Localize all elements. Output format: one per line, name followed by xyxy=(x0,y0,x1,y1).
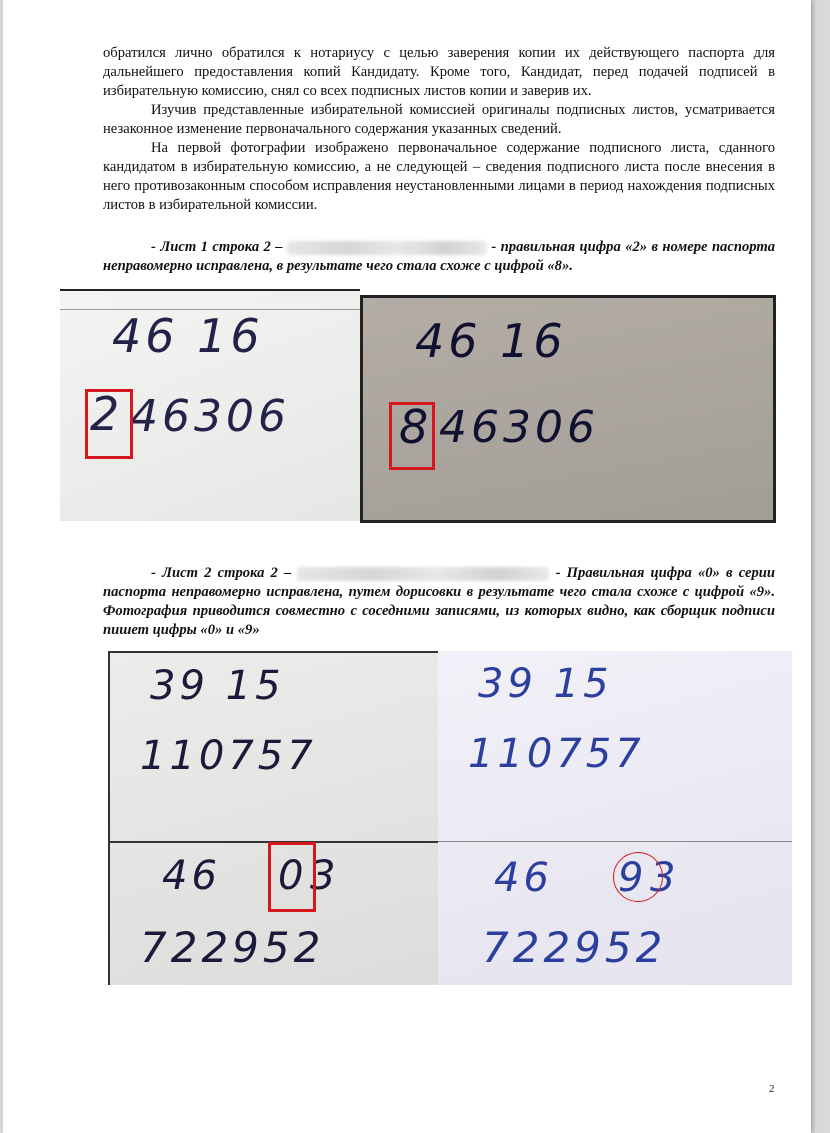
item-2-start: - Лист 2 строка 2 – xyxy=(151,565,292,581)
photo-sheet2-altered xyxy=(438,651,792,985)
document-page xyxy=(3,0,811,1133)
item-2-text xyxy=(103,564,775,640)
bottom-series-b-rest: 3 xyxy=(650,855,680,901)
top-number: 110757 xyxy=(468,731,645,777)
top-number: 110757 xyxy=(140,733,317,779)
photo-sheet2-original xyxy=(108,651,440,985)
series-text: 46 16 xyxy=(415,314,567,368)
series-text: 46 16 xyxy=(112,309,264,363)
highlight-box xyxy=(389,402,435,470)
top-series: 39 15 xyxy=(478,661,613,707)
bottom-series-a: 46 xyxy=(162,853,221,899)
redacted-name-2 xyxy=(297,567,549,581)
paragraph-3: На первой фотографии изображено первоначальное содержание подписного листа, сданного кандидатом в избирательную комиссию, а не следующей – сведения подписного листа после внесения в него противозаконным способом исправления неустановленными лицами в период нахождения подписных листов в избирательной комиссии. xyxy=(103,140,775,213)
number-rest: 46306 xyxy=(130,391,290,442)
bottom-series-b-first: 0 xyxy=(278,853,308,899)
bottom-number: 722952 xyxy=(140,923,325,972)
body-text-top xyxy=(103,44,775,215)
bottom-series-a: 46 xyxy=(494,855,553,901)
top-series: 39 15 xyxy=(150,663,285,709)
item-1-start: - Лист 1 строка 2 – xyxy=(151,239,283,255)
bottom-series-b-first: 9 xyxy=(618,855,648,901)
item-1-text xyxy=(103,238,775,276)
paragraph-1: обратился лично обратился к нотариусу с целью заверения копии их действующего паспорта для дальнейшего предоставления копий Кандидату. Кроме того, Кандидат, перед подачей подписей в избирательную комиссию, снял со всех подписных листов копии и заверив их. xyxy=(103,45,775,99)
bottom-number: 722952 xyxy=(482,923,667,972)
number-rest: 46306 xyxy=(439,402,599,453)
number-first-digit: 8 xyxy=(399,400,433,454)
item-1-rest: - правильная цифра «2» в номере паспорта неправомерно исправлена, в результате чего стала схоже с цифрой «8». xyxy=(103,239,775,274)
item-2-rest: - Правильная цифра «0» в серии паспорта неправомерно исправлена, путем дорисовки в результате чего стала схоже с цифрой «9». Фотография приводится совместно с соседними записями, из которых видно, как сборщик подписи пишет цифры «0» и «9» xyxy=(103,565,775,638)
highlight-box xyxy=(268,842,316,912)
highlight-circle xyxy=(613,852,663,902)
page-number: 2 xyxy=(769,1083,775,1095)
highlight-box xyxy=(85,389,133,459)
photo-sheet1-altered xyxy=(360,295,776,523)
paragraph-2: Изучив представленные избирательной комиссией оригиналы подписных листов, усматривается незаконное изменение первоначального содержания указанных сведений. xyxy=(103,102,775,137)
photo-sheet1-original xyxy=(60,289,360,521)
redacted-name-1 xyxy=(287,241,487,255)
bottom-series-b-rest: 3 xyxy=(310,853,340,899)
number-first-digit: 2 xyxy=(90,387,124,441)
